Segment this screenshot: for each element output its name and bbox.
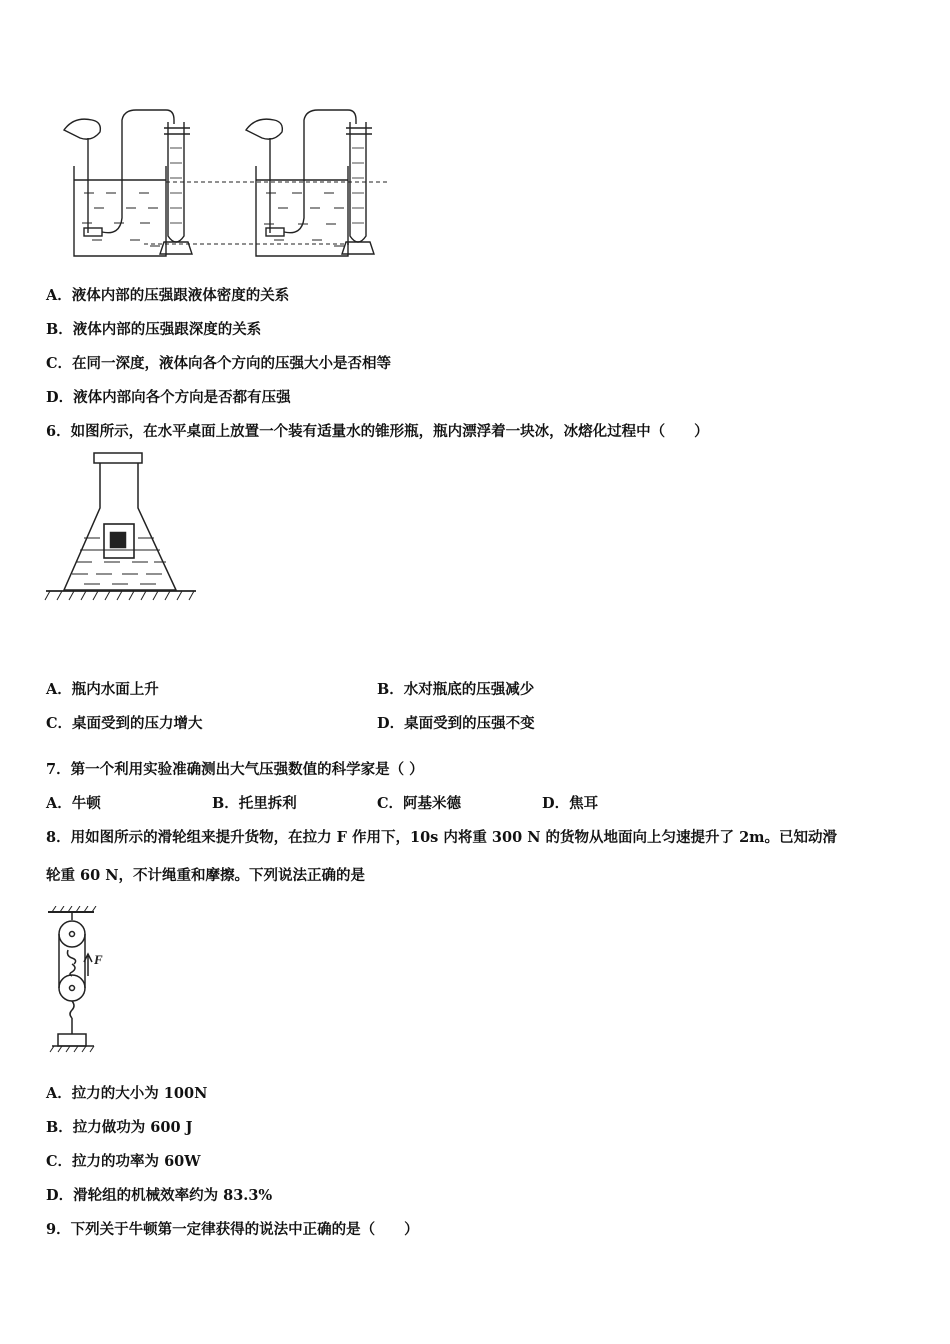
- q9-stem: 9．下列关于牛顿第一定律获得的说法中正确的是（ ）: [46, 1221, 419, 1238]
- pulley-figure: [44, 906, 124, 1056]
- q8-stem-line1: 8．用如图所示的滑轮组来提升货物，在拉力 F 作用下，10s 内将重 300 N 的货物从地面向上匀速提升了 2m。已知动滑: [46, 829, 838, 846]
- q7-option-a: A．牛顿: [46, 795, 101, 812]
- q6-option-d: D．桌面受到的压强不变: [377, 715, 535, 732]
- q8-option-c: C．拉力的功率为 60W: [46, 1153, 201, 1170]
- pulley-force-label: F: [94, 952, 103, 967]
- q7-option-d: D．焦耳: [542, 795, 599, 812]
- q6-option-c: C．桌面受到的压力增大: [46, 715, 203, 732]
- flask-figure: [44, 450, 200, 605]
- q5-option-a: A．液体内部的压强跟液体密度的关系: [46, 287, 290, 304]
- q6-option-b: B．水对瓶底的压强减少: [377, 681, 535, 698]
- q8-option-a: A．拉力的大小为 100N: [46, 1085, 208, 1102]
- q7-stem: 7．第一个利用实验准确测出大气压强数值的科学家是（ ）: [46, 761, 424, 778]
- q6-stem: 6．如图所示，在水平桌面上放置一个装有适量水的锥形瓶，瓶内漂浮着一块冰，冰熔化过程中（ ）: [46, 423, 709, 440]
- q5-option-b: B．液体内部的压强跟深度的关系: [46, 321, 262, 338]
- q8-option-d: D．滑轮组的机械效率约为 83.3%: [46, 1187, 273, 1204]
- q5-option-c: C．在同一深度，液体向各个方向的压强大小是否相等: [46, 355, 392, 372]
- q8-stem-line2: 轮重 60 N，不计绳重和摩擦。下列说法正确的是: [46, 867, 366, 884]
- q5-option-d: D．液体内部向各个方向是否都有压强: [46, 389, 291, 406]
- q6-option-a: A．瓶内水面上升: [46, 681, 159, 698]
- pressure-gauge-figure: [44, 108, 394, 263]
- q7-option-b: B．托里拆利: [212, 795, 297, 812]
- q8-option-b: B．拉力做功为 600 J: [46, 1119, 193, 1136]
- q7-option-c: C．阿基米德: [377, 795, 462, 812]
